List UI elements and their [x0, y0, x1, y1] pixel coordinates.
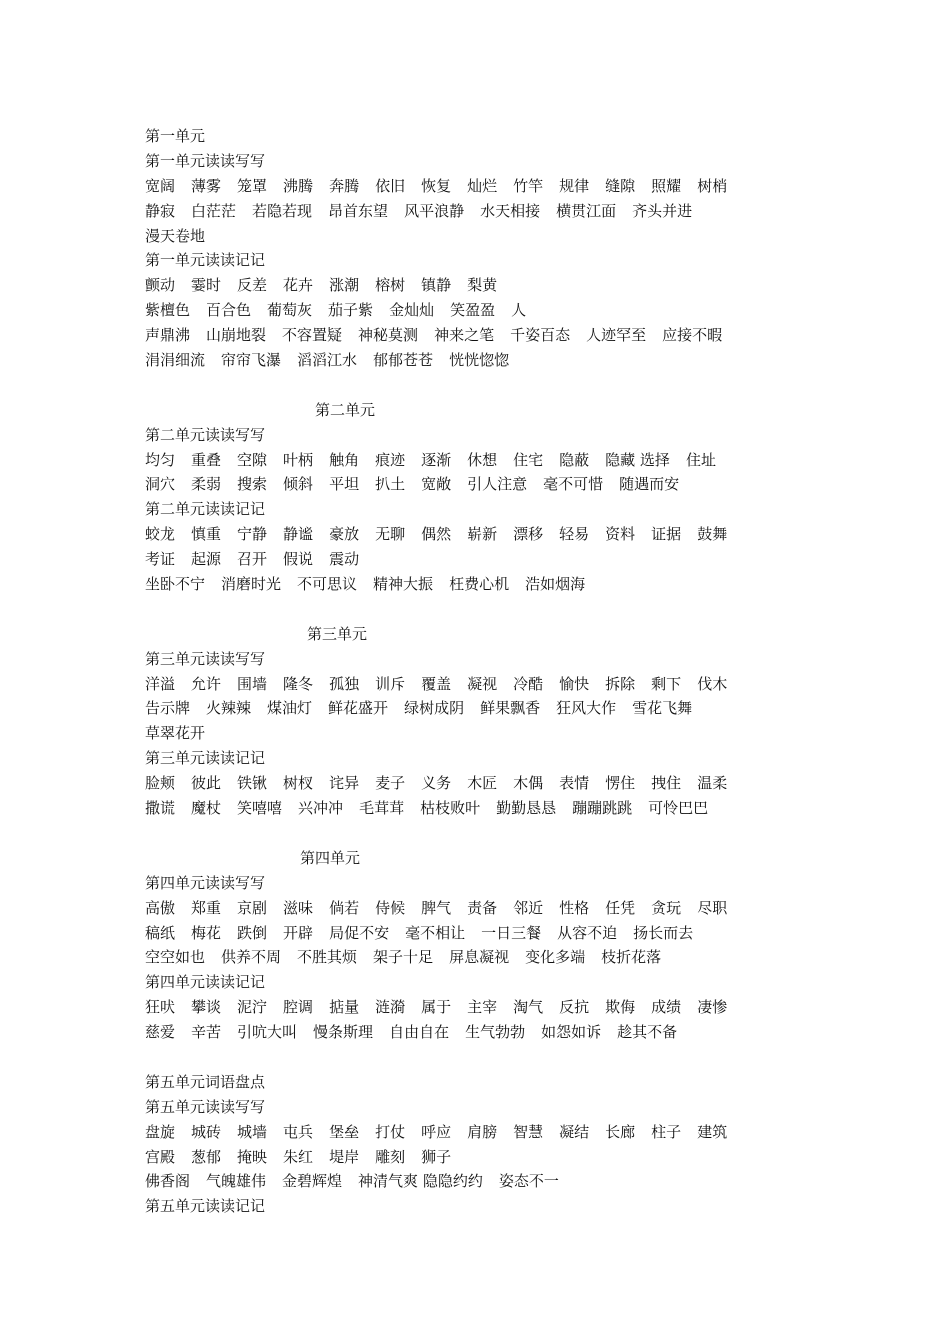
vocab-word: 冷酷 [513, 674, 544, 693]
vocab-word: 逐渐 [421, 450, 452, 469]
vocab-word: 灿烂 [467, 176, 498, 195]
vocab-word: 隐藏 选择 [605, 450, 670, 469]
vocab-word: 隆冬 [283, 674, 314, 693]
vocab-word: 蛟龙 [145, 525, 176, 544]
vocab-word: 反差 [237, 276, 268, 295]
vocab-word: 姿态不一 [498, 1172, 559, 1191]
vocab-word: 铁锹 [237, 774, 268, 793]
vocab-word: 允许 [191, 674, 222, 693]
section-heading: 第五单元词语盘点 [145, 1072, 266, 1091]
vocab-word: 狂风大作 [556, 699, 617, 718]
word-row [145, 1145, 805, 1170]
vocab-word: 智慧 [513, 1122, 544, 1141]
vocab-word: 生气勃勃 [465, 1023, 526, 1042]
vocab-word: 愣住 [605, 774, 636, 793]
vocab-word: 漫天卷地 [145, 226, 206, 245]
vocab-word: 金碧辉煌 [282, 1172, 343, 1191]
vocab-word: 主宰 [467, 998, 498, 1017]
vocab-word: 不容置疑 [282, 326, 343, 345]
vocab-word: 宽阔 [145, 176, 176, 195]
vocab-word: 打仗 [375, 1122, 406, 1141]
vocab-word: 照耀 [651, 176, 682, 195]
section-heading: 第一单元 [145, 127, 206, 145]
vocab-word: 紫檀色 [145, 301, 191, 320]
vocab-word: 覆盖 [421, 674, 452, 693]
vocab-word: 柔弱 [191, 475, 222, 494]
vocab-word: 呼应 [421, 1122, 452, 1141]
vocab-word: 依旧 [375, 176, 406, 195]
vocab-word: 鼓舞 [697, 525, 728, 544]
word-row [145, 298, 805, 323]
vocab-word: 成绩 [651, 998, 682, 1017]
vocab-word: 慢条斯理 [313, 1023, 374, 1042]
vocab-word: 郁郁苍苍 [373, 351, 434, 370]
vocab-word: 凄惨 [697, 998, 728, 1017]
vocab-word: 凝视 [467, 674, 498, 693]
vocab-word: 训斥 [375, 674, 406, 693]
word-row [145, 472, 805, 497]
word-row [145, 273, 805, 298]
vocab-word: 欺侮 [605, 998, 636, 1017]
blank-line [145, 597, 805, 622]
vocab-word: 轻易 [559, 525, 590, 544]
vocab-word: 竹竿 [513, 176, 544, 195]
vocab-word: 树杈 [283, 774, 314, 793]
vocab-word: 不胜其烦 [297, 948, 358, 967]
vocab-word: 帘帘飞瀑 [221, 351, 282, 370]
unit-title: 第四单元 [300, 848, 361, 867]
vocab-word: 搜索 [237, 475, 268, 494]
vocab-word: 枝折花落 [601, 948, 662, 967]
section-heading: 第四单元读读记记 [145, 973, 266, 992]
vocab-word: 泥泞 [237, 998, 268, 1017]
vocab-word: 隐蔽 [559, 450, 590, 469]
vocab-word: 围墙 [237, 674, 268, 693]
vocab-word: 起源 [191, 550, 222, 569]
vocab-word: 声鼎沸 [145, 326, 191, 345]
vocab-word: 堤岸 [329, 1147, 360, 1166]
vocab-word: 愉快 [559, 674, 590, 693]
vocab-word: 若隐若现 [252, 201, 313, 220]
vocab-word: 休想 [467, 450, 498, 469]
word-row [145, 323, 805, 348]
word-row [145, 522, 805, 547]
vocab-word: 葱郁 [191, 1147, 222, 1166]
vocab-word: 扬长而去 [633, 923, 694, 942]
vocab-word: 漂移 [513, 525, 544, 544]
vocab-word: 神来之笔 [434, 326, 495, 345]
vocab-word: 榕树 [375, 276, 406, 295]
vocab-word: 毛茸茸 [359, 799, 405, 818]
vocab-word: 山崩地裂 [206, 326, 267, 345]
word-row [145, 1020, 805, 1045]
vocab-word: 任凭 [605, 898, 636, 917]
vocab-word: 长廊 [605, 1122, 636, 1141]
vocab-word: 葡萄灰 [267, 301, 313, 320]
vocab-word: 崭新 [467, 525, 498, 544]
vocab-word: 树梢 [697, 176, 728, 195]
unit-title: 第二单元 [315, 400, 376, 419]
vocab-word: 笼罩 [237, 176, 268, 195]
vocab-word: 变化多端 [525, 948, 586, 967]
vocab-word: 鲜果飘香 [480, 699, 541, 718]
vocab-word: 恢复 [421, 176, 452, 195]
vocab-word: 贪玩 [651, 898, 682, 917]
section-heading: 第二单元读读写写 [145, 425, 266, 444]
vocab-word: 慎重 [191, 525, 222, 544]
vocab-word: 无聊 [375, 525, 406, 544]
vocab-word: 局促不安 [329, 923, 390, 942]
vocab-word: 属于 [421, 998, 452, 1017]
vocab-word: 齐头并进 [632, 201, 693, 220]
vocab-word: 木偶 [513, 774, 544, 793]
vocab-word: 屏息凝视 [449, 948, 510, 967]
vocab-word: 屯兵 [283, 1122, 314, 1141]
vocab-word: 性格 [559, 898, 590, 917]
vocab-word: 沸腾 [283, 176, 314, 195]
vocab-word: 应接不暇 [662, 326, 723, 345]
vocab-word: 住宅 [513, 450, 544, 469]
vocab-word: 宫殿 [145, 1147, 176, 1166]
vocab-word: 责备 [467, 898, 498, 917]
blank-line [145, 373, 805, 398]
vocab-word: 奔腾 [329, 176, 360, 195]
vocab-word: 豪放 [329, 525, 360, 544]
vocab-word: 滋味 [283, 898, 314, 917]
vocab-word: 趁其不备 [617, 1023, 678, 1042]
vocab-word: 从容不迫 [557, 923, 618, 942]
vocab-word: 狂吠 [145, 998, 176, 1017]
section-heading: 第四单元读读写写 [145, 873, 266, 892]
vocab-word: 洋溢 [145, 674, 176, 693]
vocab-word: 假说 [283, 550, 314, 569]
vocab-word: 触角 [329, 450, 360, 469]
vocab-word: 腔调 [283, 998, 314, 1017]
vocab-word: 鲜花盛开 [328, 699, 389, 718]
vocab-word: 白茫茫 [191, 201, 237, 220]
vocab-word: 扒土 [375, 475, 406, 494]
vocab-word: 如怨如诉 [541, 1023, 602, 1042]
word-row [145, 945, 805, 970]
vocab-word: 一日三餐 [481, 923, 542, 942]
vocab-word: 千姿百态 [510, 326, 571, 345]
vocab-word: 随遇而安 [619, 475, 680, 494]
vocab-word: 毫不可惜 [543, 475, 604, 494]
vocab-word: 召开 [237, 550, 268, 569]
vocab-word: 撒谎 [145, 799, 176, 818]
word-row [145, 721, 805, 746]
vocab-word: 宁静 [237, 525, 268, 544]
word-row [145, 672, 805, 697]
vocab-word: 霎时 [191, 276, 222, 295]
vocab-word: 反抗 [559, 998, 590, 1017]
vocab-word: 考证 [145, 550, 176, 569]
vocab-word: 均匀 [145, 450, 176, 469]
vocab-word: 脸颊 [145, 774, 176, 793]
vocab-word: 倘若 [329, 898, 360, 917]
vocab-word: 尽职 [697, 898, 728, 917]
section-heading: 第五单元读读写写 [145, 1097, 266, 1116]
document-page [145, 124, 805, 1219]
section-heading: 第一单元读读写写 [145, 151, 266, 170]
vocab-word: 温柔 [697, 774, 728, 793]
vocab-word: 肩膀 [467, 1122, 498, 1141]
vocab-word: 柱子 [651, 1122, 682, 1141]
vocab-word: 颤动 [145, 276, 176, 295]
vocab-word: 稿纸 [145, 923, 176, 942]
vocab-word: 供养不周 [221, 948, 282, 967]
section-heading: 第三单元读读记记 [145, 749, 266, 768]
vocab-word: 开辟 [283, 923, 314, 942]
vocab-word: 金灿灿 [389, 301, 435, 320]
vocab-word: 薄雾 [191, 176, 222, 195]
vocab-word: 可怜巴巴 [648, 799, 709, 818]
vocab-word: 证据 [651, 525, 682, 544]
vocab-word: 城墙 [237, 1122, 268, 1141]
word-row [145, 1120, 805, 1145]
word-row [145, 796, 805, 821]
vocab-word: 辛苦 [191, 1023, 222, 1042]
vocab-word: 神清气爽 隐隐约约 [358, 1172, 483, 1191]
vocab-word: 拽住 [651, 774, 682, 793]
vocab-word: 坐卧不宁 [145, 575, 206, 594]
vocab-word: 横贯江面 [556, 201, 617, 220]
word-row [145, 572, 805, 597]
vocab-word: 昂首东望 [328, 201, 389, 220]
blank-line [145, 821, 805, 846]
vocab-word: 表情 [559, 774, 590, 793]
vocab-word: 诧异 [329, 774, 360, 793]
vocab-word: 堡垒 [329, 1122, 360, 1141]
vocab-word: 茄子紫 [328, 301, 374, 320]
vocab-word: 火辣辣 [206, 699, 252, 718]
vocab-word: 剩下 [651, 674, 682, 693]
vocab-word: 震动 [329, 550, 360, 569]
vocab-word: 侍候 [375, 898, 406, 917]
vocab-word: 静寂 [145, 201, 176, 220]
vocab-word: 盘旋 [145, 1122, 176, 1141]
word-row [145, 224, 805, 249]
vocab-word: 引吭大叫 [237, 1023, 298, 1042]
vocab-word: 涓涓细流 [145, 351, 206, 370]
vocab-word: 空隙 [237, 450, 268, 469]
vocab-word: 资料 [605, 525, 636, 544]
vocab-word: 城砖 [191, 1122, 222, 1141]
vocab-word: 气魄雄伟 [206, 1172, 267, 1191]
vocab-word: 重叠 [191, 450, 222, 469]
vocab-word: 自由自在 [389, 1023, 450, 1042]
vocab-word: 花卉 [283, 276, 314, 295]
vocab-word: 凝结 [559, 1122, 590, 1141]
word-row [145, 547, 805, 572]
blank-line [145, 1045, 805, 1070]
vocab-word: 笑嘻嘻 [237, 799, 283, 818]
vocab-word: 人 [511, 301, 527, 320]
vocab-word: 枯枝败叶 [420, 799, 481, 818]
word-row [145, 771, 805, 796]
vocab-word: 淘气 [513, 998, 544, 1017]
vocab-word: 梨黄 [467, 276, 498, 295]
vocab-word: 枉费心机 [449, 575, 510, 594]
word-row [145, 199, 805, 224]
word-row [145, 448, 805, 473]
word-row [145, 1169, 805, 1194]
vocab-word: 建筑 [697, 1122, 728, 1141]
vocab-word: 洞穴 [145, 475, 176, 494]
vocab-word: 痕迹 [375, 450, 406, 469]
vocab-word: 宽敞 [421, 475, 452, 494]
vocab-word: 勤勤恳恳 [496, 799, 557, 818]
vocab-word: 涟漪 [375, 998, 406, 1017]
vocab-word: 不可思议 [297, 575, 358, 594]
vocab-word: 架子十足 [373, 948, 434, 967]
vocab-word: 慈爱 [145, 1023, 176, 1042]
word-row [145, 696, 805, 721]
section-heading: 第一单元读读记记 [145, 251, 266, 270]
vocab-word: 伐木 [697, 674, 728, 693]
vocab-word: 告示牌 [145, 699, 191, 718]
vocab-word: 规律 [559, 176, 590, 195]
vocab-word: 兴冲冲 [298, 799, 344, 818]
vocab-word: 神秘莫测 [358, 326, 419, 345]
vocab-word: 掩映 [237, 1147, 268, 1166]
vocab-word: 木匠 [467, 774, 498, 793]
section-heading: 第二单元读读记记 [145, 500, 266, 519]
unit-title: 第三单元 [307, 624, 368, 643]
vocab-word: 偶然 [421, 525, 452, 544]
vocab-word: 笑盈盈 [450, 301, 496, 320]
vocab-word: 梅花 [191, 923, 222, 942]
vocab-word: 镇静 [421, 276, 452, 295]
vocab-word: 义务 [421, 774, 452, 793]
vocab-word: 引人注意 [467, 475, 528, 494]
vocab-word: 滔滔江水 [297, 351, 358, 370]
vocab-word: 平坦 [329, 475, 360, 494]
vocab-word: 叶柄 [283, 450, 314, 469]
vocab-word: 住址 [685, 450, 716, 469]
vocab-word: 拆除 [605, 674, 636, 693]
vocab-word: 风平浪静 [404, 201, 465, 220]
vocab-word: 彼此 [191, 774, 222, 793]
word-row [145, 995, 805, 1020]
vocab-word: 脾气 [421, 898, 452, 917]
vocab-word: 空空如也 [145, 948, 206, 967]
section-heading: 第五单元读读记记 [145, 1197, 266, 1216]
vocab-word: 雕刻 [375, 1147, 406, 1166]
vocab-word: 倾斜 [283, 475, 314, 494]
vocab-word: 京剧 [237, 898, 268, 917]
vocab-word: 蹦蹦跳跳 [572, 799, 633, 818]
vocab-word: 高傲 [145, 898, 176, 917]
vocab-word: 掂量 [329, 998, 360, 1017]
word-row [145, 348, 805, 373]
vocab-word: 孤独 [329, 674, 360, 693]
vocab-word: 草翠花开 [145, 724, 206, 743]
vocab-word: 郑重 [191, 898, 222, 917]
vocab-word: 缝隙 [605, 176, 636, 195]
vocab-word: 水天相接 [480, 201, 541, 220]
vocab-word: 狮子 [421, 1147, 452, 1166]
section-heading: 第三单元读读写写 [145, 649, 266, 668]
vocab-word: 攀谈 [191, 998, 222, 1017]
vocab-word: 跌倒 [237, 923, 268, 942]
vocab-word: 静谧 [283, 525, 314, 544]
vocab-word: 人迹罕至 [586, 326, 647, 345]
vocab-word: 邻近 [513, 898, 544, 917]
word-row [145, 174, 805, 199]
word-row [145, 896, 805, 921]
vocab-word: 雪花飞舞 [632, 699, 693, 718]
vocab-word: 精神大振 [373, 575, 434, 594]
word-row [145, 921, 805, 946]
vocab-word: 魔杖 [191, 799, 222, 818]
vocab-word: 朱红 [283, 1147, 314, 1166]
vocab-word: 消磨时光 [221, 575, 282, 594]
vocab-word: 麦子 [375, 774, 406, 793]
vocab-word: 毫不相让 [405, 923, 466, 942]
vocab-word: 涨潮 [329, 276, 360, 295]
vocab-word: 浩如烟海 [525, 575, 586, 594]
vocab-word: 百合色 [206, 301, 252, 320]
vocab-word: 恍恍惚惚 [449, 351, 510, 370]
vocab-word: 煤油灯 [267, 699, 313, 718]
vocab-word: 绿树成阴 [404, 699, 465, 718]
vocab-word: 佛香阁 [145, 1172, 191, 1191]
